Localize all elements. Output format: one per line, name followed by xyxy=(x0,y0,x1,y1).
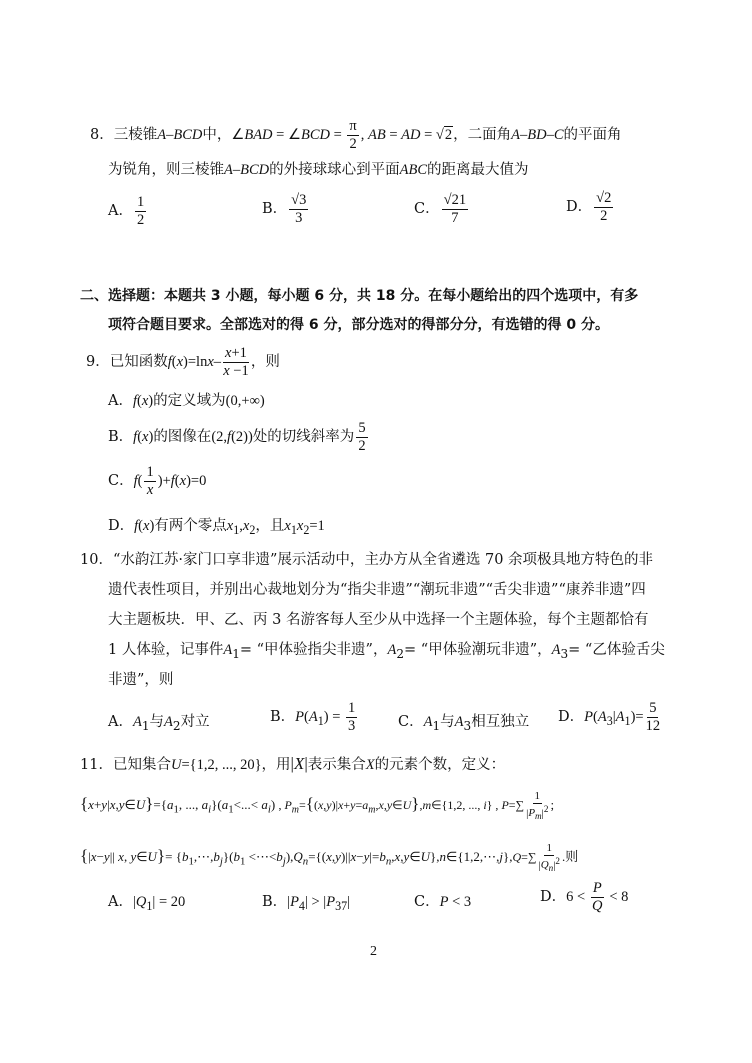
q11-def-line1: $\{x+y|x,y\in U\}=\{a_1$, ..., $a_i\}(a_1<...< a_i)$ , $P_m=\{(x,y)|x+y=a_m,x,y\in U\},m\in\{1,2$, ..., i} , P=∑ $\frac{1}{|P_m|^2}$ ; xyxy=(80,790,555,822)
q9-stem-visible: 9．已知函数f(x)=lnx– $\frac{x+1}{x -1}$ ，则 xyxy=(86,345,280,379)
q8-line2: 为锐角，则三棱锥A–BCD的外接球球心到平面ABC的距离最大值为 xyxy=(108,162,529,178)
q11-option-b: B．$|P_4| > |P_{37}|$ xyxy=(262,894,351,913)
q11-option-c: C．P < 3 xyxy=(414,894,472,910)
q10-option-d: D．$P(A_3|A_1)=$ $\frac{5}{12}$ xyxy=(558,700,661,734)
section2-header-line1: 二、选择题：本题共 3 小题，每小题 6 分，共 18 分。在每小题给出的四个选项中，有多 xyxy=(80,288,639,304)
q10-line1: 10．“水韵江苏·家门口享非遗”展示活动中，主办方从全省遴选 70 余项极具地方特色的非 xyxy=(80,552,654,568)
page-number: 2 xyxy=(370,944,377,959)
q9-option-d: D．f(x)有两个零点$x_1,x_2$，且$x_1x_2=1$ xyxy=(108,518,325,537)
q10-line3: 大主题板块．甲、乙、丙 3 名游客每人至少从中选择一个主题体验，每个主题都恰有 xyxy=(108,612,649,628)
q10-option-b: B．$P(A_1)$ = $\frac{1}{3}$ xyxy=(270,700,356,734)
q11-def-line2: {|x−y|| x, y∈U}= $\{b_1,\cdots,b_j\}(b_1$ $<\cdots<b_j),Q_n=\{(x,y)||x-y|=b_n,x,y\in U\},n\in\{1,2,\cdots,j\},Q=\sum$ $\frac{1}{|Q_n|^2}$ .则 xyxy=(80,842,579,874)
q9-option-c: C．f( $\frac{1}{x}$ )+f(x)=0 xyxy=(108,464,207,498)
q10-line2: 遗代表性项目，并别出心裁地划分为“指尖非遗”“潮玩非遗”“舌尖非遗”“康养非遗”四 xyxy=(108,582,646,598)
q8-option-c: C． $\frac{√21}{7}$ xyxy=(414,192,467,226)
q11-stem: 11．已知集合U={1,2, ..., 20}，用|X|表示集合X的元素个数，定义： xyxy=(80,754,506,773)
q9-option-b: B．f(x)的图像在(2,f(2))处的切线斜率为 $\frac{5}{2}$ xyxy=(108,420,366,454)
q10-option-c: C．$A_1$与$A_3$相互独立 xyxy=(398,714,530,733)
q9-option-a: A．f(x)的定义域为(0,+∞) xyxy=(108,393,265,409)
q10-line4: 1 人体验，记事件$A_1=$ “甲体验指尖非遗”，$A_2=$ “甲体验潮玩非遗”，$A_3=$ “乙体验舌尖 xyxy=(108,642,665,661)
q11-option-d: D．6 < $\frac{P}{Q}$ < 8 xyxy=(540,880,629,914)
q8-option-b: B． $\frac{√3}{3}$ xyxy=(262,192,307,226)
q10-line5: 非遗”，则 xyxy=(108,672,174,688)
q8-line1: 8．三棱锥A–BCD中，∠BAD = ∠BCD = $\frac{\pi}{2}$ , AB = AD = √2，二面角A–BD–C的平面角 xyxy=(90,118,622,152)
q8-option-a: A． $\frac{1}{2}$ xyxy=(108,194,145,228)
q10-option-a: A．$A_1$与$A_2$对立 xyxy=(108,714,210,733)
q8-option-d: D． $\frac{√2}{2}$ xyxy=(566,190,612,224)
q11-option-a: A．$|Q_1| = 20$ xyxy=(108,894,186,913)
section2-header-line2: 项符合题目要求。全部选对的得 6 分，部分选对的得部分分，有选错的得 0 分。 xyxy=(108,317,609,333)
